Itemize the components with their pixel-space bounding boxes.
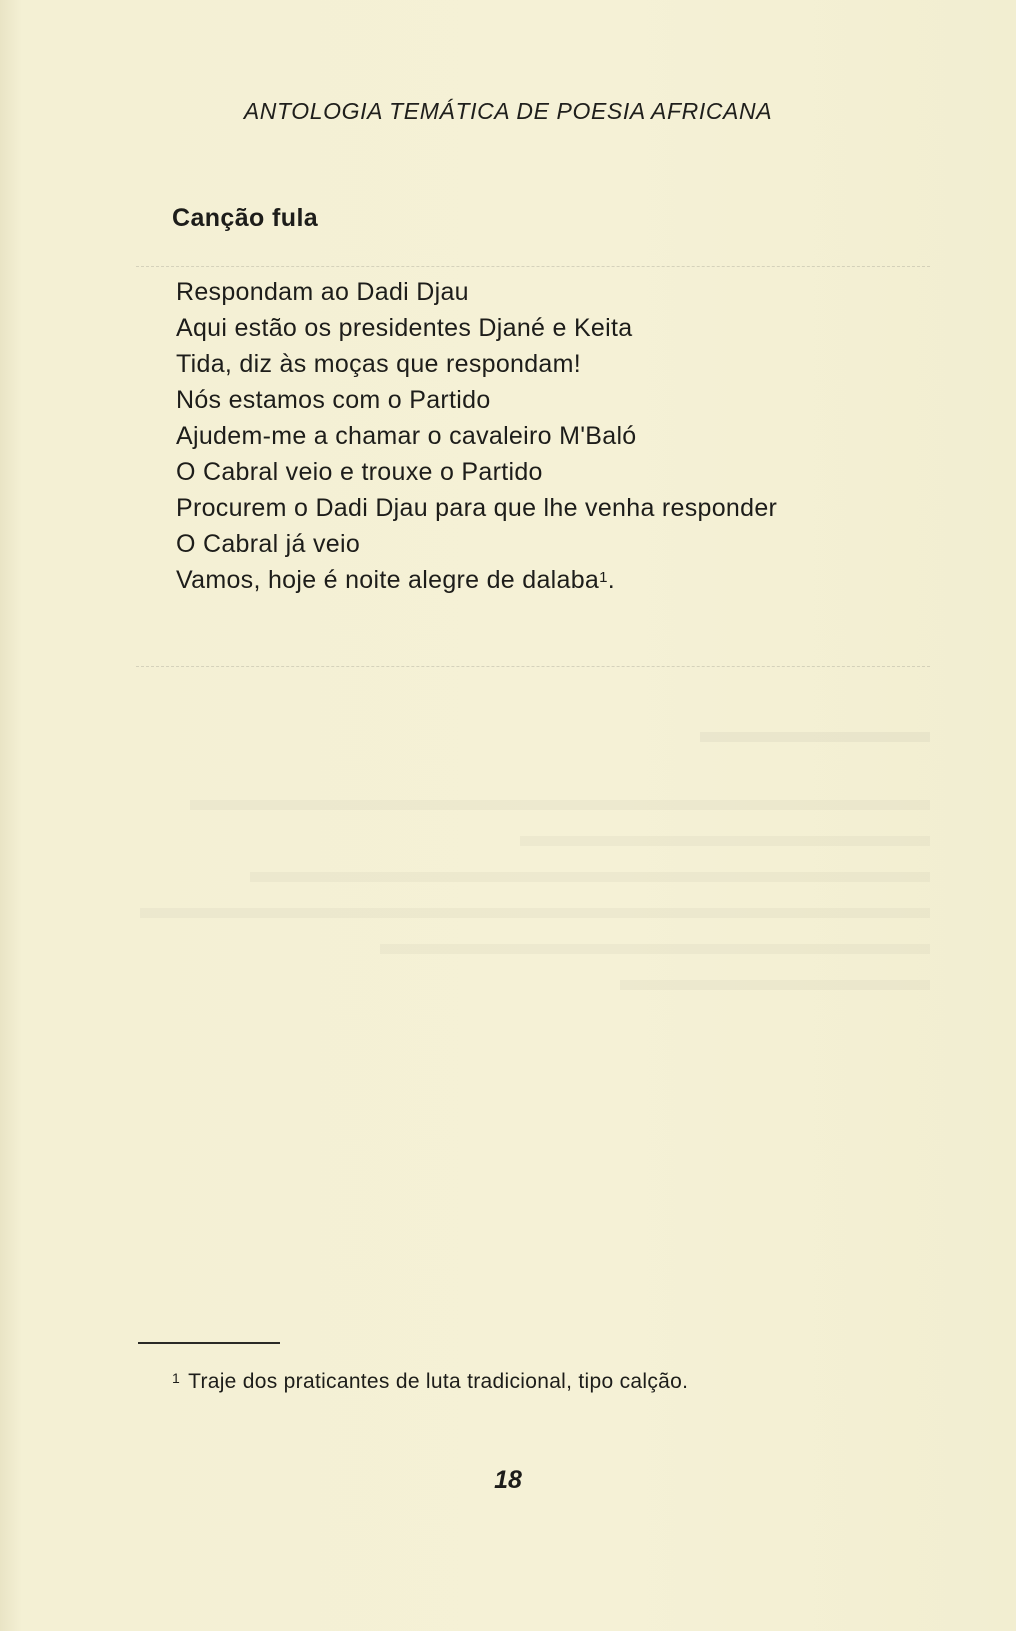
show-through-texture bbox=[140, 898, 930, 918]
verse-line: Tida, diz às moças que respondam! bbox=[176, 350, 582, 378]
verse-line: Aqui estão os presidentes Djané e Keita bbox=[176, 314, 633, 342]
show-through-texture bbox=[250, 862, 930, 882]
footnote-number: 1 bbox=[172, 1370, 181, 1386]
verse-line-text: Vamos, hoje é noite alegre de dalaba bbox=[176, 566, 600, 594]
page-number: 18 bbox=[494, 1466, 522, 1494]
verse-line: Nós estamos com o Partido bbox=[176, 386, 491, 414]
footnote-separator bbox=[138, 1342, 280, 1344]
poem-verse bbox=[176, 274, 777, 598]
bleed-through-rule bbox=[136, 266, 930, 267]
show-through-texture bbox=[190, 790, 930, 810]
poem-title: Canção fula bbox=[172, 204, 319, 232]
footnote bbox=[172, 1370, 688, 1394]
verse-line-last bbox=[176, 562, 777, 598]
footnote-text: Traje dos praticantes de luta tradicional, tipo calção. bbox=[188, 1370, 689, 1393]
running-head: ANTOLOGIA TEMÁTICA DE POESIA AFRICANA bbox=[243, 98, 773, 124]
show-through-texture bbox=[520, 826, 930, 846]
verse-line: Respondam ao Dadi Djau bbox=[176, 278, 469, 306]
bleed-through-rule bbox=[136, 666, 930, 667]
verse-line: O Cabral já veio bbox=[176, 530, 361, 558]
verse-line: Ajudem-me a chamar o cavaleiro M'Baló bbox=[176, 422, 637, 450]
verse-line-end: . bbox=[607, 566, 616, 594]
footnote-reference[interactable]: 1 bbox=[599, 569, 608, 586]
show-through-texture bbox=[380, 934, 930, 954]
show-through-texture bbox=[620, 970, 930, 990]
verse-line: O Cabral veio e trouxe o Partido bbox=[176, 458, 543, 486]
show-through-texture bbox=[700, 710, 930, 742]
verse-line: Procurem o Dadi Djau para que lhe venha responder bbox=[176, 494, 778, 522]
